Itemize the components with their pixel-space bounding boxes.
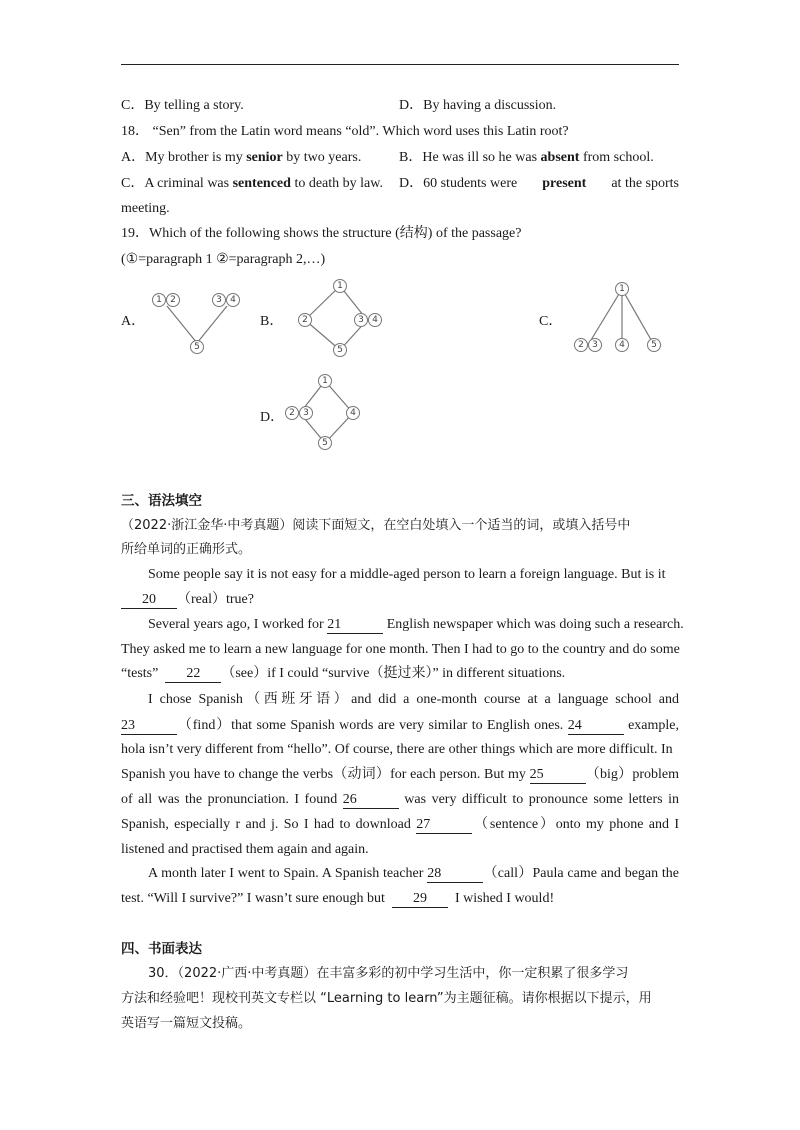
passage-line: test. “Will I survive?” I wasn’t sure enough but 29 I wished I would! (121, 891, 555, 906)
node-4 (369, 314, 382, 327)
blank-20[interactable]: 20 (121, 592, 177, 609)
blank-26[interactable]: 26 (343, 792, 399, 809)
node-5 (648, 339, 661, 352)
passage-line: hola isn’t very different from “hello”. Of course, there are other things which are more difficult. In (121, 742, 673, 757)
passage-line: 20 （real）true? (121, 590, 254, 610)
blank-22[interactable]: 22 (165, 666, 221, 683)
node-4 (347, 407, 360, 420)
svg-text:3: 3 (303, 408, 309, 418)
q19-stem: 19．Which of the following shows the structure (结构) of the passage? (121, 226, 522, 241)
svg-text:1: 1 (619, 284, 625, 294)
section3-intro-2: 所给单词的正确形式。 (121, 542, 252, 557)
node-3 (589, 339, 602, 352)
structure-diagram-d (283, 373, 368, 453)
svg-text:4: 4 (350, 408, 356, 418)
blank-24[interactable]: 24 (568, 718, 624, 735)
svg-text:4: 4 (619, 340, 625, 350)
svg-text:3: 3 (216, 295, 222, 305)
structure-diagram-c (572, 281, 667, 356)
q18-option-c: C．A criminal was sentenced to death by law. (121, 176, 383, 191)
q18-stem: 18． “Sen” from the Latin word means “old”. Which word uses this Latin root? (121, 124, 569, 139)
blank-23[interactable]: 23 (121, 718, 177, 735)
node-1 (616, 283, 629, 296)
q17-option-c: C．By telling a story. (121, 98, 244, 113)
blank-29[interactable]: 29 (392, 891, 448, 908)
passage-line: A month later I went to Spain. A Spanish teacher 28 （call）Paula came and began the (148, 866, 680, 881)
q17-option-d: D．By having a discussion. (399, 98, 557, 113)
q18-option-d-cont: meeting. (121, 201, 170, 216)
passage-line: Spanish, especially r and j. So I had to download 27 （sentence）onto my phone and I (121, 817, 680, 832)
svg-text:1: 1 (337, 281, 343, 291)
q19-label-a: A． (121, 314, 146, 329)
node-2 (286, 407, 299, 420)
node-4 (227, 294, 240, 307)
q19-label-b: B． (260, 314, 284, 329)
node-3 (355, 314, 368, 327)
node-1 (319, 375, 332, 388)
svg-text:2: 2 (578, 340, 584, 350)
section4-line-1: 30．（2022·广西·中考真题）在丰富多彩的初中学习生活中，你一定积累了很多学习 (148, 966, 629, 981)
node-2 (299, 314, 312, 327)
passage-line: Spanish you have to change the verbs（动词）for each person. But my 25 （big）problem (121, 767, 680, 782)
blank-25[interactable]: 25 (530, 767, 586, 784)
svg-text:4: 4 (230, 295, 236, 305)
passage-line: They asked me to learn a new language for one month. Then I had to go to the country and do some (121, 642, 680, 657)
section4-line-2: 方法和经验吧！现校刊英文专栏以 “Learning to learn”为主题征稿。请你根据以下提示，用 (121, 991, 652, 1006)
node-3 (213, 294, 226, 307)
blank-28[interactable]: 28 (427, 866, 483, 883)
section3-intro-1: （2022·浙江金华·中考真题）阅读下面短文，在空白处填入一个适当的词，或填入括号中 (121, 518, 631, 533)
node-5 (191, 341, 204, 354)
node-2 (575, 339, 588, 352)
section4-heading: 四、书面表达 (121, 941, 202, 957)
structure-diagram-a (150, 290, 250, 360)
passage-line: Some people say it is not easy for a middle-aged person to learn a foreign language. But is it (148, 567, 666, 582)
section4-line-3: 英语写一篇短文投稿。 (121, 1016, 252, 1031)
svg-text:2: 2 (289, 408, 295, 418)
node-1 (334, 280, 347, 293)
q19-label-c: C． (539, 314, 563, 329)
svg-text:5: 5 (194, 342, 200, 352)
passage-line: listened and practised them again and again. (121, 842, 369, 857)
blank-21[interactable]: 21 (327, 617, 383, 634)
passage-line: “tests” 22 （see）if I could “survive（挺过来）” in different situations. (121, 666, 566, 681)
section3-heading: 三、语法填空 (121, 493, 202, 509)
node-5 (319, 437, 332, 450)
svg-text:2: 2 (170, 295, 176, 305)
passage-line: of all was the pronunciation. I found 26 was very difficult to pronounce some letters in (121, 792, 680, 807)
node-1 (153, 294, 166, 307)
svg-text:5: 5 (337, 345, 343, 355)
passage-line: I chose Spanish（西班牙语）and did a one-month course at a language school and (148, 692, 679, 707)
svg-text:1: 1 (322, 376, 328, 386)
q19-note: (①=paragraph 1 ②=paragraph 2,…) (121, 252, 326, 267)
passage-line: Several years ago, I worked for 21 English newspaper which was doing such a research. (148, 617, 684, 632)
node-3 (300, 407, 313, 420)
svg-text:5: 5 (322, 438, 328, 448)
q19-label-d: D． (260, 410, 285, 425)
svg-text:4: 4 (372, 315, 378, 325)
blank-27[interactable]: 27 (416, 817, 472, 834)
node-2 (167, 294, 180, 307)
q18-option-a: A．My brother is my senior by two years. (121, 150, 362, 165)
q18-option-b: B．He was ill so he was absent from school. (399, 150, 654, 165)
svg-text:5: 5 (651, 340, 657, 350)
structure-diagram-b (295, 278, 390, 360)
svg-text:3: 3 (358, 315, 364, 325)
node-4 (616, 339, 629, 352)
passage-line: 23 （find）that some Spanish words are very similar to English ones. 24 example, (121, 718, 680, 733)
svg-text:1: 1 (156, 295, 162, 305)
q18-option-d: D．60 students were present at the sports (399, 176, 679, 191)
node-5 (334, 344, 347, 357)
svg-text:2: 2 (302, 315, 308, 325)
svg-text:3: 3 (592, 340, 598, 350)
header-rule (121, 64, 679, 65)
